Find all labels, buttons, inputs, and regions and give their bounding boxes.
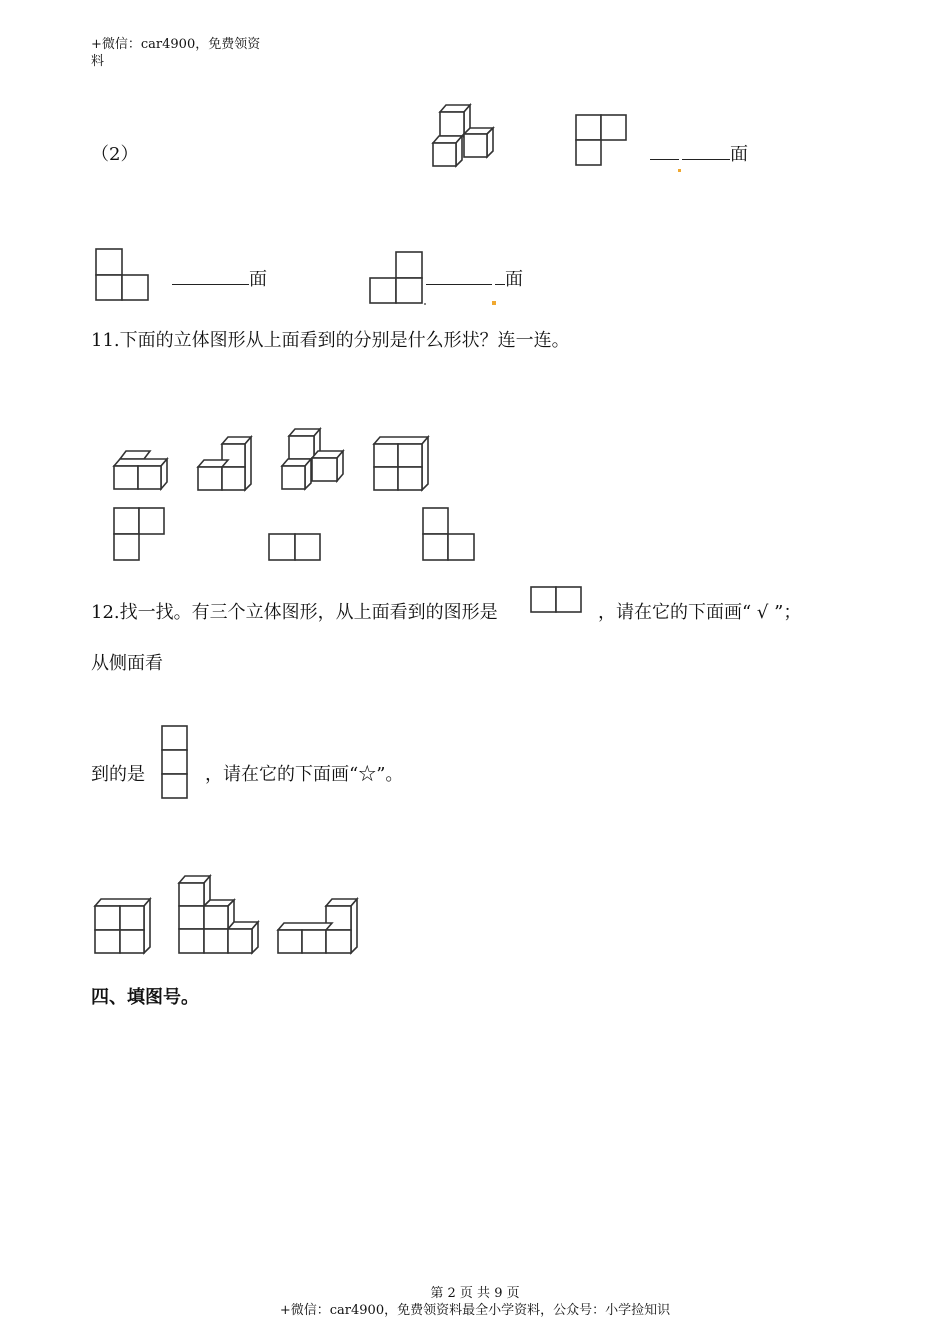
footer-promo: +微信：car4900，免费领资料最全小学资料，公众号：小学捡知识 xyxy=(279,1303,671,1318)
top-view-option-1 xyxy=(113,507,169,563)
question-12-part-a: 12.找一找。有三个立体图形，从上面看到的图形是 xyxy=(91,602,498,623)
question-12-part-c: 从侧面看 xyxy=(91,653,163,674)
answer-blank-a[interactable] xyxy=(650,140,748,166)
view-shape-b xyxy=(95,248,151,303)
solid-figure-q10 xyxy=(430,103,500,171)
top-view-option-3 xyxy=(422,507,478,563)
solid-figure-q11-3 xyxy=(280,427,346,493)
view-shape-a xyxy=(575,114,630,169)
answer-blank-b[interactable] xyxy=(172,265,267,291)
reference-top-shape xyxy=(530,586,585,616)
face-label: 面 xyxy=(505,269,523,290)
page-number: 第 2 页 共 9 页 xyxy=(430,1286,520,1301)
solid-figure-q11-2 xyxy=(196,435,254,493)
solid-figure-q12-1 xyxy=(93,897,153,957)
dot-mark xyxy=(678,169,681,172)
reference-side-shape xyxy=(161,725,191,803)
solid-figure-q11-4 xyxy=(372,435,432,493)
header-line-1: +微信：car4900，免费领资 xyxy=(91,37,261,52)
solid-figure-q12-3 xyxy=(276,897,360,957)
face-label: 面 xyxy=(730,144,748,165)
question-11: 11.下面的立体图形从上面看到的分别是什么形状？连一连。 xyxy=(91,330,570,351)
top-view-option-2 xyxy=(268,533,324,563)
question-12-part-d: 到的是 xyxy=(91,764,145,785)
part-label: （2） xyxy=(91,144,139,165)
section-4-title: 四、填图号。 xyxy=(91,987,199,1008)
header-line-2: 料 xyxy=(91,54,105,69)
dot-mark xyxy=(492,301,496,305)
answer-blank-c[interactable] xyxy=(426,265,523,291)
solid-figure-q12-2 xyxy=(177,874,261,956)
face-label: 面 xyxy=(249,269,267,290)
cube xyxy=(440,105,470,136)
question-12-part-e: ，请在它的下面画“☆”。 xyxy=(205,764,404,785)
view-shape-c xyxy=(369,251,429,306)
cube xyxy=(433,136,462,166)
solid-figure-q11-1 xyxy=(112,449,172,493)
question-12-part-b: ，请在它的下面画“ √ ”； xyxy=(598,602,802,623)
cube xyxy=(464,128,493,157)
